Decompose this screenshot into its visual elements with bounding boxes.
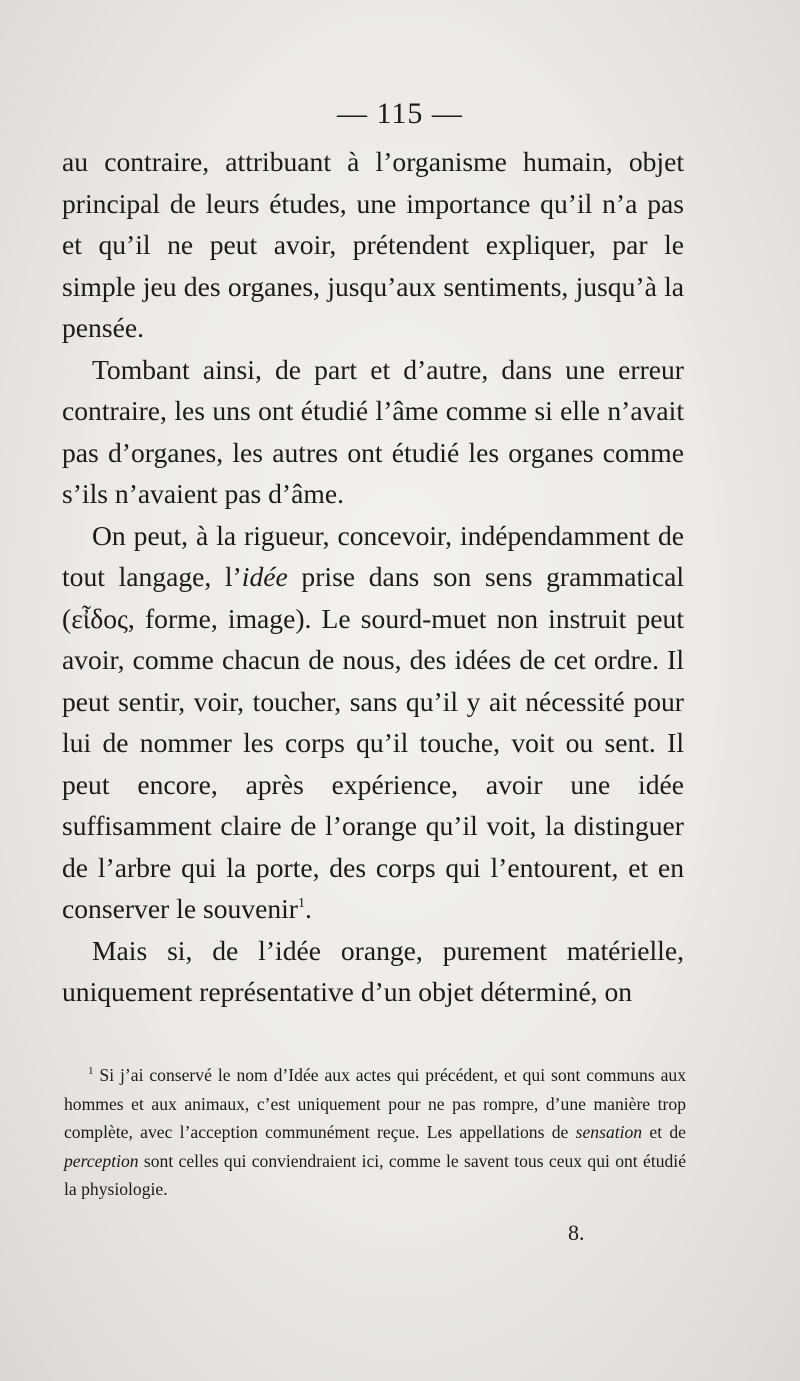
page-number: — 115 —: [337, 97, 463, 130]
footnote-text-c: sont celles qui conviendraient ici, comme le savent tous ceux qui ont étudié la physiologie.: [64, 1150, 686, 1200]
paragraph-4: Mais si, de l’idée orange, purement matérielle, uniquement représentative d’un objet déterminé, on: [62, 934, 684, 1007]
paragraph-3-end: .: [305, 893, 312, 924]
paragraph-1: au contraire, attribuant à l’organisme humain, objet principal de leurs études, une importance qu’il n’a pas et qu’il ne peut avoir, prétendent expliquer, par le simple jeu des organes, jusqu’aux sentiments, jusqu’à la pensée.: [62, 146, 684, 343]
footnote-paragraph: [64, 1061, 686, 1204]
emphasis-idee: idée: [241, 561, 288, 592]
paragraph-3-text-a: On peut, à la rigueur, concevoir, indépendamment de tout langage, l’: [62, 519, 684, 592]
paragraph-3: [62, 515, 684, 930]
signature-mark: 8.: [568, 1220, 585, 1245]
footnote-reference: 1: [298, 896, 305, 911]
footnote-text-a: Si j’ai conservé le nom d’Idée aux actes qui précédent, et qui sont communs aux hommes et aux animaux, c’est uniquement pour ne pas rompre, d’une manière trop complète, avec l’acception communément reçue. Les appellations de: [64, 1065, 686, 1143]
footnote: [64, 1061, 686, 1204]
paragraph-2: Tombant ainsi, de part et d’autre, dans une erreur contraire, les uns ont étudié l’âme comme si elle n’avait pas d’organes, les autres ont étudié les organes comme s’ils n’avaient pas d’âme.: [62, 353, 684, 509]
footnote-text-b: et de: [642, 1122, 686, 1143]
emphasis-perception: perception: [64, 1150, 139, 1171]
footnote-marker: 1: [88, 1065, 94, 1077]
emphasis-sensation: sensation: [575, 1122, 643, 1143]
main-text: [62, 141, 684, 1013]
paragraph-3-text-b: prise dans son sens grammatical (εἶδος, forme, image). Le sourd-muet non instruit peut avoir, comme chacun de nous, des idées de cet ordre. Il peut sentir, voir, toucher, sans qu’il y ait nécessité pour lui de nommer les corps qu’il touche, voit ou sent. Il peut encore, après expérience, avoir une idée suffisamment claire de l’orange qu’il voit, la distinguer de l’arbre qui la porte, des corps qui l’entourent, et en conserver le souvenir: [62, 561, 685, 924]
